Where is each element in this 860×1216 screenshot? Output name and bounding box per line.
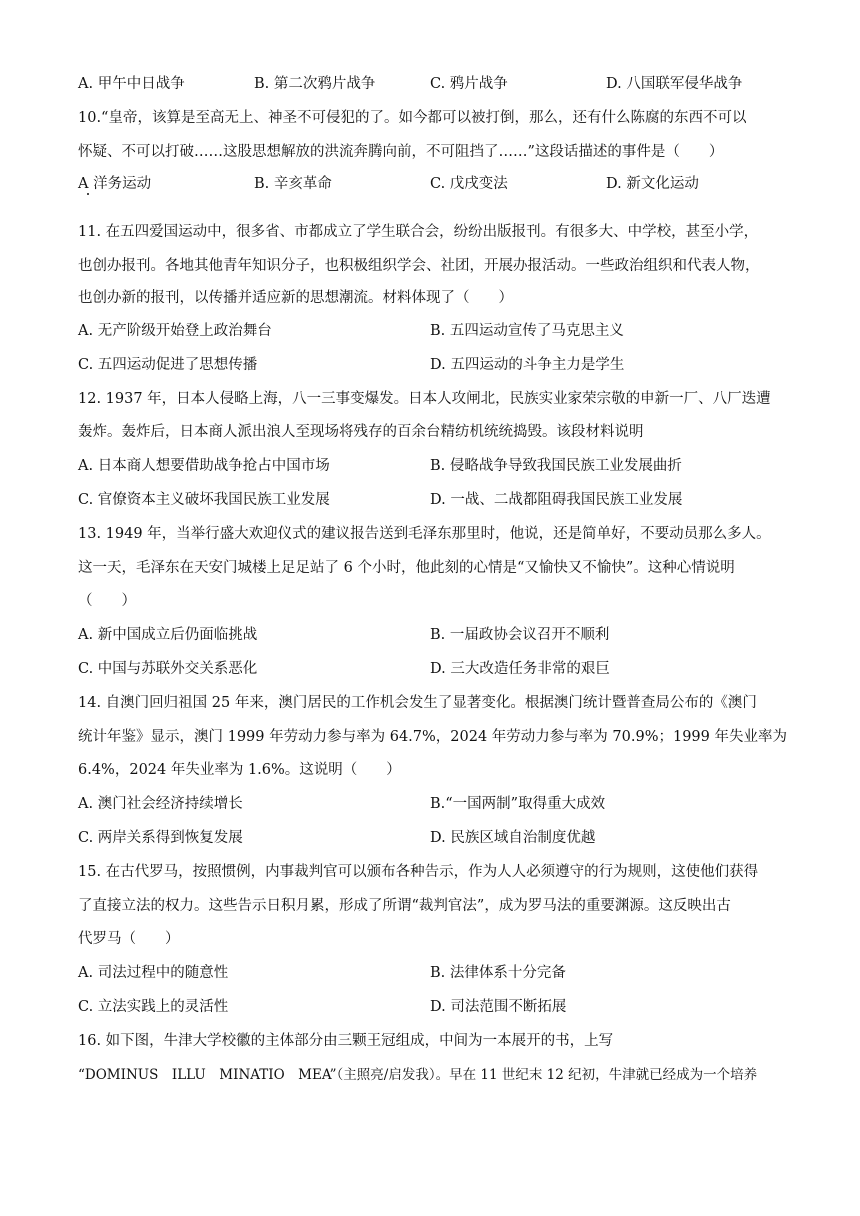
q15-option-d[interactable]: D. 司法范围不断拓展 <box>430 999 567 1015</box>
q11-option-a[interactable]: A. 无产阶级开始登上政治舞台 <box>78 323 272 339</box>
q12-option-a[interactable]: A. 日本商人想要借助战争抢占中国市场 <box>78 458 330 474</box>
q9-option-d[interactable]: D. 八国联军侵华战争 <box>606 76 743 92</box>
q13-option-b[interactable]: B. 一届政协会议召开不顺利 <box>430 627 610 643</box>
q13-stem-line: 这一天，毛泽东在天安门城楼上足足站了 6 个小时，他此刻的心情是“又愉快又不愉快”。这种心情说明 <box>78 560 735 576</box>
q13-stem-line: 13. 1949 年，当举行盛大欢迎仪式的建议报告送到毛泽东那里时，他说，还是简单好，不要动员那么多人。 <box>78 526 771 542</box>
q14-stem-line: 6.4%，2024 年失业率为 1.6%。这说明（ ） <box>78 762 401 778</box>
q9-option-b[interactable]: B. 第二次鸦片战争 <box>254 76 376 92</box>
q13-option-a[interactable]: A. 新中国成立后仍面临挑战 <box>78 627 258 643</box>
q11-option-b[interactable]: B. 五四运动宣传了马克思主义 <box>430 323 624 339</box>
q10-option-d[interactable]: D. 新文化运动 <box>606 176 699 192</box>
q10-option-c[interactable]: C. 戊戌变法 <box>430 176 508 192</box>
stray-dot-mark <box>87 193 89 195</box>
q14-option-c[interactable]: C. 两岸关系得到恢复发展 <box>78 830 243 846</box>
q16-stem-line: 16. 如下图，牛津大学校徽的主体部分由三颗王冠组成，中间为一本展开的书，上写 <box>78 1033 614 1049</box>
q15-stem-line: 15. 在古代罗马，按照惯例，内事裁判官可以颁布各种告示，作为人人必须遵守的行为规则，这使他们获得 <box>78 864 759 880</box>
q13-option-c[interactable]: C. 中国与苏联外交关系恶化 <box>78 661 258 677</box>
q16-stem-line: “DOMINUS ILLU MINATIO MEA”（主照亮/启发我）。早在 11 世纪末 12 纪初，牛津就已经成为一个培养 <box>78 1067 758 1083</box>
q14-stem-line: 统计年鉴》显示，澳门 1999 年劳动力参与率为 64.7%，2024 年劳动力参与率为 70.9%；1999 年失业率为 <box>78 729 787 745</box>
q14-option-b[interactable]: B.“一国两制”取得重大成效 <box>430 796 606 812</box>
q15-option-c[interactable]: C. 立法实践上的灵活性 <box>78 999 229 1015</box>
q15-stem-line: 了直接立法的权力。这些告示日积月累，形成了所谓“裁判官法”，成为罗马法的重要渊源。这反映出古 <box>78 898 731 914</box>
q9-option-c[interactable]: C. 鸦片战争 <box>430 76 508 92</box>
q15-option-a[interactable]: A. 司法过程中的随意性 <box>78 965 229 981</box>
q10-option-b[interactable]: B. 辛亥革命 <box>254 176 332 192</box>
q10-stem-line: 怀疑、不可以打破……这股思想解放的洪流奔腾向前，不可阻挡了……”这段话描述的事件是（ ） <box>78 144 724 160</box>
q14-option-d[interactable]: D. 民族区域自治制度优越 <box>430 830 596 846</box>
q10-stem-line: 10.“皇帝，该算是至高无上、神圣不可侵犯的了。如今都可以被打倒，那么，还有什么陈腐的东西不可以 <box>78 110 747 126</box>
q10-option-a[interactable]: A 洋务运动 <box>78 176 152 192</box>
q15-option-b[interactable]: B. 法律体系十分完备 <box>430 965 566 981</box>
q11-stem-line: 11. 在五四爱国运动中，很多省、市都成立了学生联合会，纷纷出版报刊。有很多大、中学校，甚至小学， <box>78 224 759 240</box>
q14-stem-line: 14. 自澳门回归祖国 25 年来，澳门居民的工作机会发生了显著变化。根据澳门统计暨普查局公布的《澳门 <box>78 695 757 711</box>
q13-stem-line: （ ） <box>78 593 136 609</box>
q11-option-c[interactable]: C. 五四运动促进了思想传播 <box>78 357 258 373</box>
q12-option-b[interactable]: B. 侵略战争导致我国民族工业发展曲折 <box>430 458 682 474</box>
q9-option-a[interactable]: A. 甲午中日战争 <box>78 76 185 92</box>
q11-stem-line: 也创办新的报刊，以传播并适应新的思想潮流。材料体现了（ ） <box>78 290 513 306</box>
q12-option-d[interactable]: D. 一战、二战都阻碍我国民族工业发展 <box>430 492 683 508</box>
q14-option-a[interactable]: A. 澳门社会经济持续增长 <box>78 796 243 812</box>
q11-option-d[interactable]: D. 五四运动的斗争主力是学生 <box>430 357 625 373</box>
q12-stem-line: 12. 1937 年，日本人侵略上海，八一三事变爆发。日本人攻闸北，民族实业家荣宗敬的申新一厂、八厂迭遭 <box>78 391 771 407</box>
q12-stem-line: 轰炸。轰炸后，日本商人派出浪人至现场将残存的百余台精纺机统统捣毁。该段材料说明 <box>78 424 644 440</box>
q12-option-c[interactable]: C. 官僚资本主义破坏我国民族工业发展 <box>78 492 330 508</box>
q15-stem-line: 代罗马（ ） <box>78 931 180 947</box>
q13-option-d[interactable]: D. 三大改造任务非常的艰巨 <box>430 661 610 677</box>
q11-stem-line: 也创办报刊。各地其他青年知识分子，也积极组织学会、社团，开展办报活动。一些政治组织和代表人物， <box>78 258 760 274</box>
